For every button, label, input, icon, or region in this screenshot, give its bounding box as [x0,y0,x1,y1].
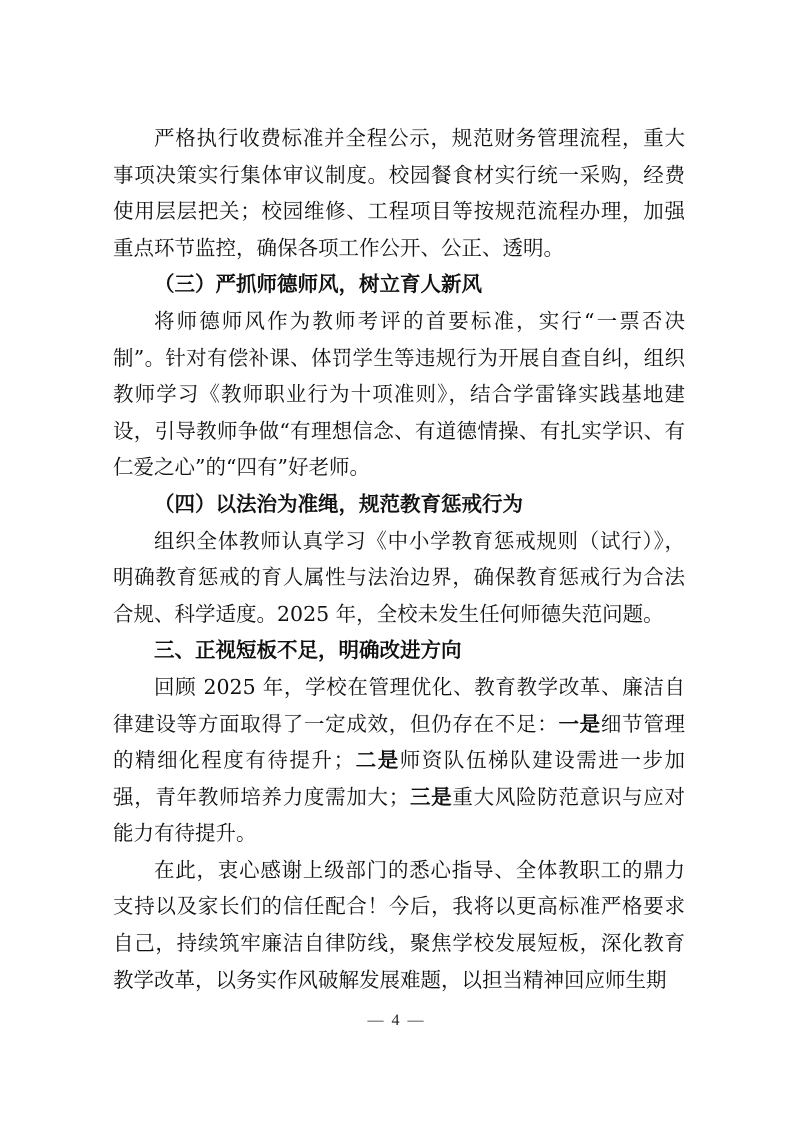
document-body [113,120,685,998]
point-three-text: 重大风险防范意识与应对能力有待提升。 [113,784,686,846]
point-one-text: 细节管理的精细化程度有待提升； [113,711,686,773]
point-three-label: 三是 [409,784,453,809]
point-two-text: 师资队伍梯队建设需进一步加强，青年教师培养力度需加大； [113,748,686,809]
paragraph-shortcomings [113,669,685,852]
paragraph-closing: 在此，衷心感谢上级部门的悉心指导、全体教职工的鼎力支持以及家长们的信任配合！今后，我将以更高标准严格要求自己，持续筑牢廉洁自律防线，聚焦学校发展短板，深化教育教学改革，以务实作风破解发展难题，以担当精神回应师生期 [113,857,685,992]
point-one-label: 一是 [558,711,601,736]
page-number: — 4 — [367,1012,426,1029]
paragraph-discipline: 组织全体教师认真学习《中小学教育惩戒规则（试行）》，明确教育惩戒的育人属性与法治边界，确保教育惩戒行为合法合规、科学适度。2025 年，全校未发生任何师德失范问题。 [113,528,685,626]
section-heading-discipline: （四）以法治为准绳，规范教育惩戒行为 [154,491,523,516]
paragraph-finance: 严格执行收费标准并全程公示，规范财务管理流程，重大事项决策实行集体审议制度。校园餐食材实行统一采购，经费使用层层把关；校园维修、工程项目等按规范流程办理，加强重点环节监控，确保各项工作公开、公正、透明。 [113,126,685,260]
point-two-label: 二是 [354,748,400,773]
paragraph-ethics: 将师德师风作为教师考评的首要标准，实行“一票否决制”。针对有偿补课、体罚学生等违规行为开展自查自纠，组织教师学习《教师职业行为十项准则》，结合学雷锋实践基地建设，引导教师争做“有理想信念、有道德情操、有扎实学识、有仁爱之心”的“四有”好老师。 [113,308,685,480]
shortcomings-intro: 回顾 2025 年，学校在管理优化、教育教学改革、廉洁自律建设等方面取得了一定成效，但仍存在不足： [113,674,685,736]
section-heading-shortcomings: 三、正视短板不足，明确改进方向 [154,638,462,663]
section-heading-ethics: （三）严抓师德师风，树立育人新风 [154,272,482,297]
